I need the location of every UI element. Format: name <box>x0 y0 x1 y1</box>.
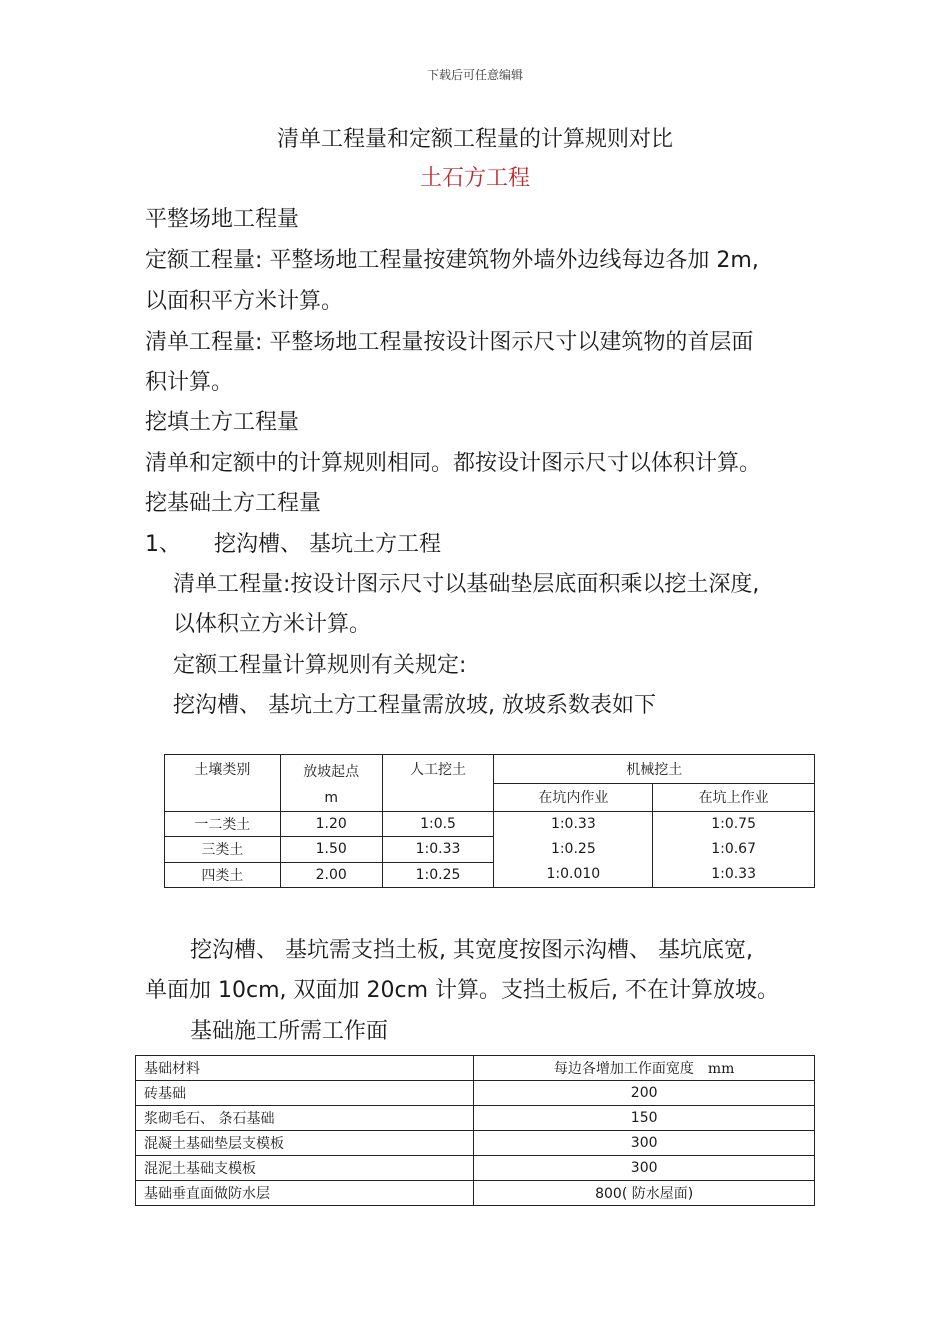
cell-manual: 1:0.25 <box>382 862 494 887</box>
paragraph-line: 清单工程量:按设计图示尺寸以基础垫层底面积乘以挖土深度, <box>173 572 760 597</box>
cell-width: 200 <box>474 1081 815 1106</box>
paragraph-line: 挖沟槽、 基坑需支挡土板, 其宽度按图示沟槽、 基坑底宽, <box>190 938 753 963</box>
paragraph-line: 定额工程量计算规则有关规定: <box>173 653 467 678</box>
cell-width: 800( 防水屋面) <box>474 1181 815 1206</box>
table-row <box>136 1081 815 1106</box>
cell-on-pit-values <box>653 812 815 888</box>
cell-manual: 1:0.5 <box>382 812 494 837</box>
cell-start: 1.20 <box>280 812 382 837</box>
on-pit-value: 1:0.33 <box>711 866 756 882</box>
paragraph-line: 挖沟槽、 基坑土方工程量需放坡, 放坡系数表如下 <box>173 693 656 718</box>
heading-excavation-fill: 挖填土方工程量 <box>145 410 300 435</box>
heading-foundation-excavation: 挖基础土方工程量 <box>145 491 322 516</box>
cell-material: 基础垂直面做防水层 <box>136 1181 474 1206</box>
cell-material: 混凝土基础垫层支模板 <box>136 1131 474 1156</box>
header-on-pit: 在坑上作业 <box>653 783 815 812</box>
header-width: 每边各增加工作面宽度 mm <box>474 1056 815 1081</box>
header-in-pit: 在坑内作业 <box>494 783 653 812</box>
paragraph-line: 清单工程量: 平整场地工程量按设计图示尺寸以建筑物的首层面 <box>145 330 754 355</box>
cell-width: 150 <box>474 1106 815 1131</box>
paragraph-line: 定额工程量: 平整场地工程量按建筑物外墙外边线每边各加 2m, <box>145 248 759 273</box>
table-row <box>136 1156 815 1181</box>
cell-start: 1.50 <box>280 837 382 862</box>
cell-width: 300 <box>474 1131 815 1156</box>
table-row <box>136 1131 815 1156</box>
table-row <box>136 1106 815 1131</box>
cell-soil: 四类土 <box>165 862 281 887</box>
cell-soil: 三类土 <box>165 837 281 862</box>
work-surface-table <box>135 1055 815 1206</box>
header-slope-start: 放坡起点 m <box>280 755 382 812</box>
header-material: 基础材料 <box>136 1056 474 1081</box>
header-machine-dig: 机械挖土 <box>494 755 815 784</box>
header-note: 下载后可任意编辑 <box>426 68 523 82</box>
paragraph-line: 以体积立方米计算。 <box>173 612 372 637</box>
table-header-row <box>136 1056 815 1081</box>
cell-soil: 一二类土 <box>165 812 281 837</box>
paragraph-line: 积计算。 <box>145 370 234 395</box>
in-pit-value: 1:0.33 <box>550 816 596 832</box>
header-soil-type: 土壤类别 <box>165 755 281 812</box>
cell-material: 浆砌毛石、 条石基础 <box>136 1106 474 1131</box>
section-title: 土石方工程 <box>419 166 530 191</box>
in-pit-value: 1:0.25 <box>550 841 596 857</box>
table-row <box>165 812 815 837</box>
cell-width: 300 <box>474 1156 815 1181</box>
on-pit-value: 1:0.67 <box>711 841 756 857</box>
list-item: 1、 挖沟槽、 基坑土方工程 <box>145 532 441 557</box>
cell-in-pit-values <box>494 812 653 888</box>
paragraph-line: 单面加 10cm, 双面加 20cm 计算。支挡土板后, 不在计算放坡。 <box>145 978 779 1003</box>
heading-site-leveling: 平整场地工程量 <box>145 207 300 232</box>
paragraph-line: 以面积平方米计算。 <box>145 289 344 314</box>
slope-coefficient-table <box>164 754 815 888</box>
heading-work-surface: 基础施工所需工作面 <box>190 1019 389 1044</box>
cell-manual: 1:0.33 <box>382 837 494 862</box>
in-pit-value: 1:0.010 <box>546 866 601 882</box>
document-title: 清单工程量和定额工程量的计算规则对比 <box>276 127 673 152</box>
paragraph-line: 清单和定额中的计算规则相同。都按设计图示尺寸以体积计算。 <box>145 451 762 476</box>
on-pit-value: 1:0.75 <box>711 816 756 832</box>
table-row <box>136 1181 815 1206</box>
cell-material: 砖基础 <box>136 1081 474 1106</box>
cell-material: 混泥土基础支模板 <box>136 1156 474 1181</box>
cell-start: 2.00 <box>280 862 382 887</box>
header-manual-dig: 人工挖土 <box>382 755 494 812</box>
